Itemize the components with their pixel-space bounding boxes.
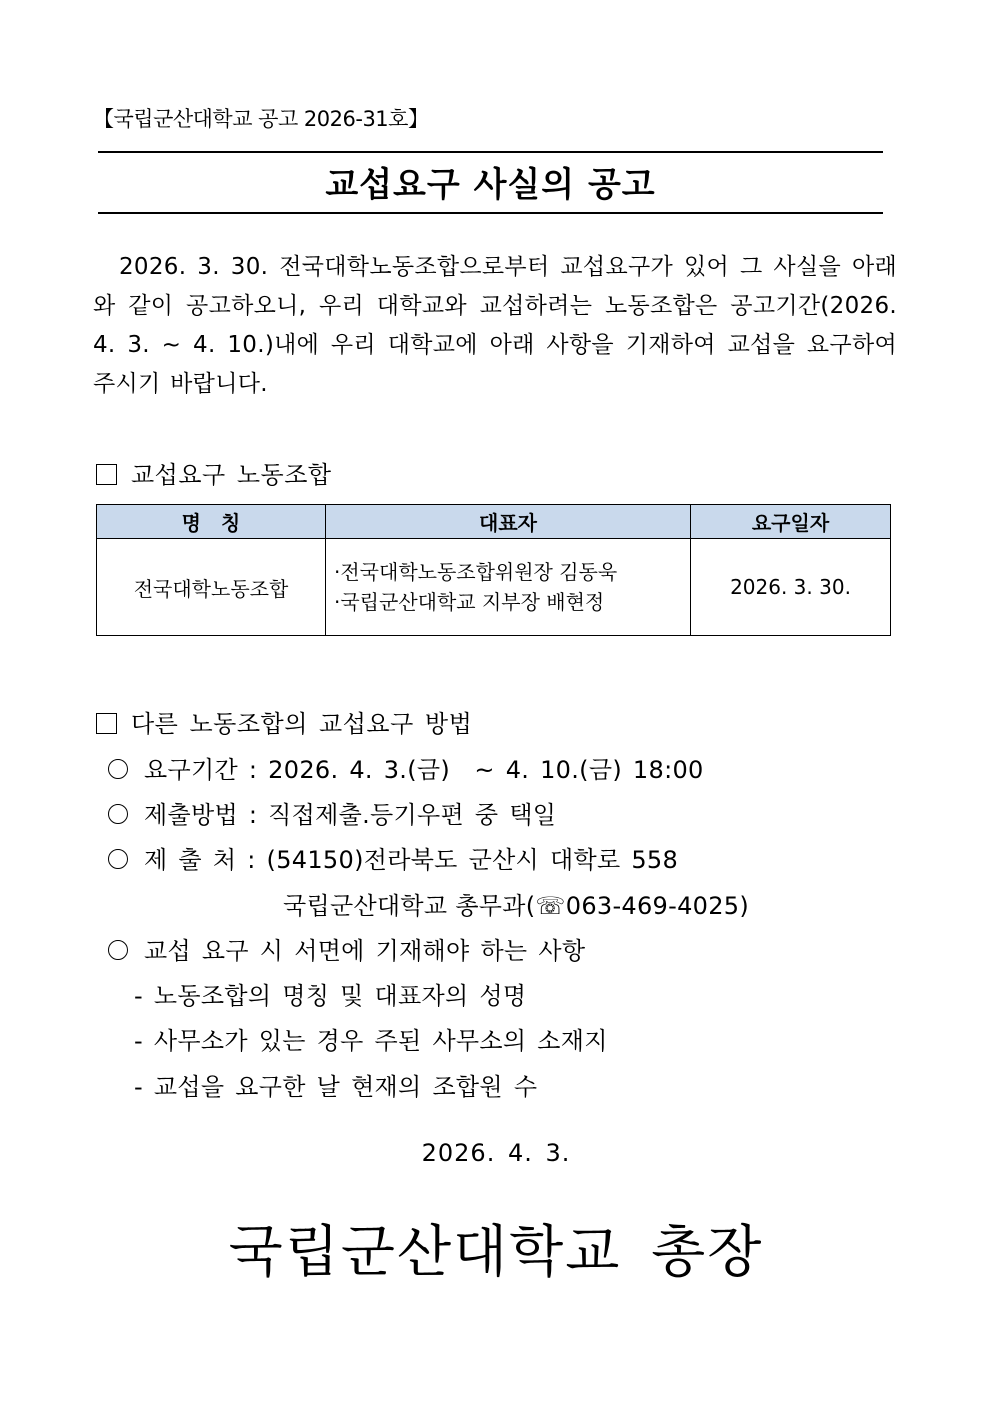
header-request-date: 요구일자	[691, 505, 891, 539]
circle-bullet-icon	[108, 804, 128, 824]
rep-line-2: ·국립군산대학교 지부장 배현정	[334, 590, 605, 614]
signer: 국립군산대학교 총장	[228, 1220, 764, 1285]
required-info-item: - 사무소가 있는 경우 주된 사무소의 소재지	[134, 1027, 608, 1055]
section-method-label: 다른 노동조합의 교섭요구 방법	[131, 710, 473, 738]
method-item-period	[108, 750, 704, 785]
method-item-text: 요구기간 : 2026. 4. 3.(금) ~ 4. 10.(금) 18:00	[144, 756, 704, 784]
document-title: 교섭요구 사실의 공고	[325, 165, 656, 205]
union-table	[96, 504, 891, 636]
section-union-label: 교섭요구 노동조합	[131, 461, 332, 489]
method-item-text: 제출방법 : 직접제출.등기우편 중 택일	[144, 801, 557, 829]
cell-request-date: 2026. 3. 30.	[691, 539, 891, 636]
table-row	[97, 539, 891, 636]
notice-date: 2026. 4. 3.	[421, 1139, 571, 1167]
cell-representatives	[326, 539, 691, 636]
method-item-submission	[108, 795, 556, 830]
title-bottom-rule	[98, 212, 883, 214]
header-representative: 대표자	[326, 505, 691, 539]
header-name: 명 칭	[97, 505, 326, 539]
checkbox-square-icon	[96, 464, 117, 485]
circle-bullet-icon	[108, 849, 128, 869]
body-paragraph: 2026. 3. 30. 전국대학노동조합으로부터 교섭요구가 있어 그 사실을 아래와 같이 공고하오니, 우리 대학교와 교섭하려는 노동조합은 공고기간(2026. 4. 3. ~ 4. 10.)내에 우리 대학교에 아래 사항을 기재하여 교섭을 요구하여 주시기 바랍니다.	[93, 254, 897, 397]
circle-bullet-icon	[108, 940, 128, 960]
method-item-text: 교섭 요구 시 서면에 기재해야 하는 사항	[144, 937, 586, 965]
checkbox-square-icon	[96, 713, 117, 734]
required-info-item: - 교섭을 요구한 날 현재의 조합원 수	[134, 1073, 538, 1101]
method-item-text: 제 출 처 : (54150)전라북도 군산시 대학로 558	[144, 846, 679, 874]
required-info-item: - 노동조합의 명칭 및 대표자의 성명	[134, 982, 527, 1010]
notice-number: 【국립군산대학교 공고 2026-31호】	[93, 107, 429, 131]
method-item-address	[108, 840, 678, 875]
section-method-heading	[96, 704, 472, 739]
address-continuation: 국립군산대학교 총무과(☏063-469-4025)	[283, 892, 750, 920]
circle-bullet-icon	[108, 759, 128, 779]
section-union-heading	[96, 455, 332, 490]
rep-line-1: ·전국대학노동조합위원장 김동욱	[334, 560, 618, 584]
table-header-row	[97, 505, 891, 539]
method-item-required-info	[108, 931, 585, 966]
title-top-rule	[98, 151, 883, 153]
cell-union-name: 전국대학노동조합	[97, 539, 326, 636]
